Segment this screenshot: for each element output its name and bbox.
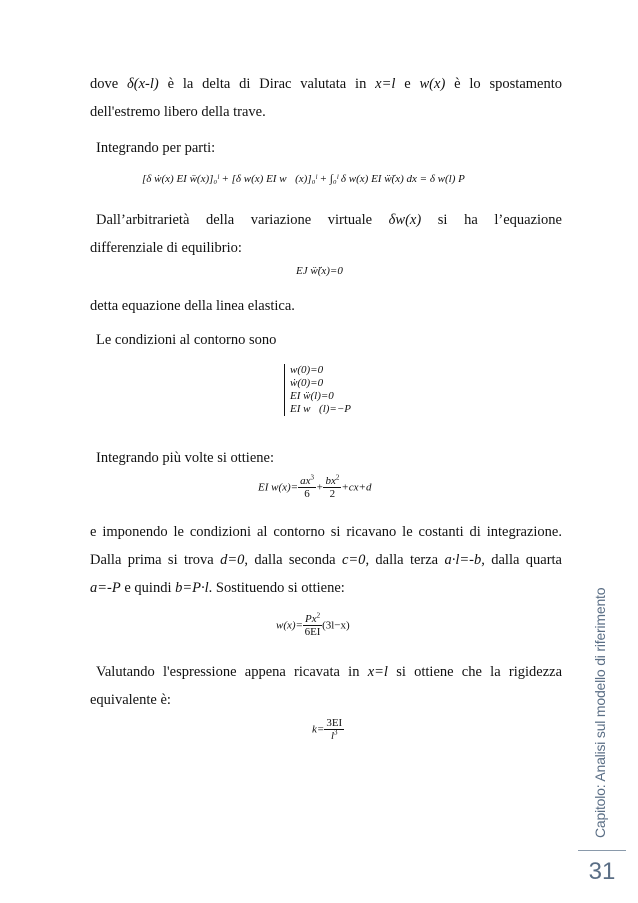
- text-italic: c=0: [341, 552, 366, 568]
- equation-elastic-line: EJ ẅ̈(x)=0: [296, 265, 343, 277]
- text: , dalla quarta: [481, 552, 562, 568]
- fraction: $\frac{ax^3}{6}$: [300, 473, 314, 500]
- paragraph-evaluating-line2: equivalente è:: [90, 692, 171, 708]
- fraction: $\frac{3EI}{l^3}$: [326, 717, 343, 742]
- paragraph-integrating-by-parts: Integrando per parti:: [96, 140, 216, 156]
- equation-tail: (3l−x): [322, 619, 350, 632]
- chapter-title: Analisi sul modello di riferimento: [592, 587, 608, 782]
- text: Valutando l'espressione appena ricavata in: [96, 664, 368, 680]
- equation-general-solution: EI w(x)= $\frac{ax^3}{6}$ + $\frac{bx^2}{2}$ +cx+d: [258, 473, 372, 500]
- text: e quindi: [120, 580, 176, 596]
- text-italic: a=-P: [90, 580, 121, 596]
- paragraph-integrating-multiple: Integrando più volte si ottiene:: [96, 450, 274, 466]
- text: è lo spostamento: [445, 76, 562, 92]
- page-number-divider: [578, 850, 626, 851]
- text: , dalla terza: [365, 552, 445, 568]
- denominator: l: [330, 730, 335, 742]
- boundary-condition-2: ẇ(0)=0: [290, 377, 324, 389]
- paragraph-imposing-conditions-line3: [90, 574, 562, 602]
- paragraph-elastic-line-name: detta equazione della linea elastica.: [90, 298, 295, 314]
- text: , dalla seconda: [244, 552, 342, 568]
- equation-lhs: EI w(x)=: [258, 481, 299, 494]
- paragraph-delta-definition: [90, 70, 562, 98]
- equation-tail: +cx+d: [341, 481, 372, 494]
- text-italic: δ(x-l): [127, 76, 159, 92]
- equation-lhs: w(x)=: [276, 619, 303, 632]
- text: . Sostituendo si ottiene:: [208, 580, 345, 596]
- paragraph-imposing-conditions-line2: [90, 546, 562, 574]
- text-italic: a·l=-b: [444, 552, 482, 568]
- text: dove: [90, 76, 128, 92]
- equation-lhs: k=: [312, 723, 325, 736]
- numerator: Px: [304, 613, 317, 625]
- chapter-label: Capitolo:: [592, 781, 608, 838]
- paragraph-arbitrariness-line2: differenziale di equilibrio:: [90, 240, 242, 256]
- text-italic: w(x): [419, 76, 446, 92]
- text: è la delta di Dirac valutata in: [158, 76, 376, 92]
- equation-boundary-system: [284, 364, 351, 416]
- numerator: bx: [325, 475, 336, 487]
- text: Dall’arbitrarietà della variazione virtuale: [96, 212, 389, 228]
- fraction: $\frac{Px^2}{6EI}$: [304, 611, 321, 638]
- paragraph-boundary-conditions: Le condizioni al contorno sono: [96, 332, 277, 348]
- equation-virtual-work: [δ ẇ(x) EI ẅ(x)]₀ˡ + [δ w(x) EI w⃛(x)]₀ˡ + ∫₀ˡ δ w(x) EI ẅ̈(x) dx = δ w(l) P: [142, 173, 465, 185]
- text-italic: x=l: [367, 664, 388, 680]
- paragraph-delta-definition-line2: dell'estremo libero della trave.: [90, 104, 266, 120]
- boundary-condition-3: EI ẅ(l)=0: [290, 390, 334, 402]
- text-italic: δw(x): [388, 212, 422, 228]
- text: si ottiene che la rigidezza: [387, 664, 562, 680]
- equation-stiffness: [312, 718, 344, 742]
- paragraph-evaluating: [96, 658, 562, 686]
- denominator: 6EI: [304, 626, 321, 638]
- text-italic: b=P·l: [175, 580, 209, 596]
- numerator: ax: [300, 475, 311, 487]
- text: si ha l’equazione: [421, 212, 562, 228]
- chapter-running-header: [592, 588, 608, 838]
- denominator: 6: [304, 488, 310, 500]
- text: Dalla prima si trova: [90, 552, 221, 568]
- equation-displacement: [276, 611, 350, 638]
- text: e: [395, 76, 420, 92]
- numerator: 3EI: [326, 717, 343, 729]
- fraction: $\frac{bx^2}{2}$: [325, 473, 340, 500]
- text-italic: x=l: [375, 76, 396, 92]
- paragraph-imposing-conditions: e imponendo le condizioni al contorno si ricavano le costanti di integrazione.: [90, 524, 562, 540]
- denominator: 2: [329, 488, 336, 500]
- boundary-condition-4: EI w⃛(l)=−P: [290, 403, 351, 415]
- page-number: 31: [588, 858, 616, 885]
- text-italic: d=0: [220, 552, 245, 568]
- paragraph-arbitrariness: [96, 206, 562, 234]
- boundary-condition-1: w(0)=0: [290, 364, 324, 376]
